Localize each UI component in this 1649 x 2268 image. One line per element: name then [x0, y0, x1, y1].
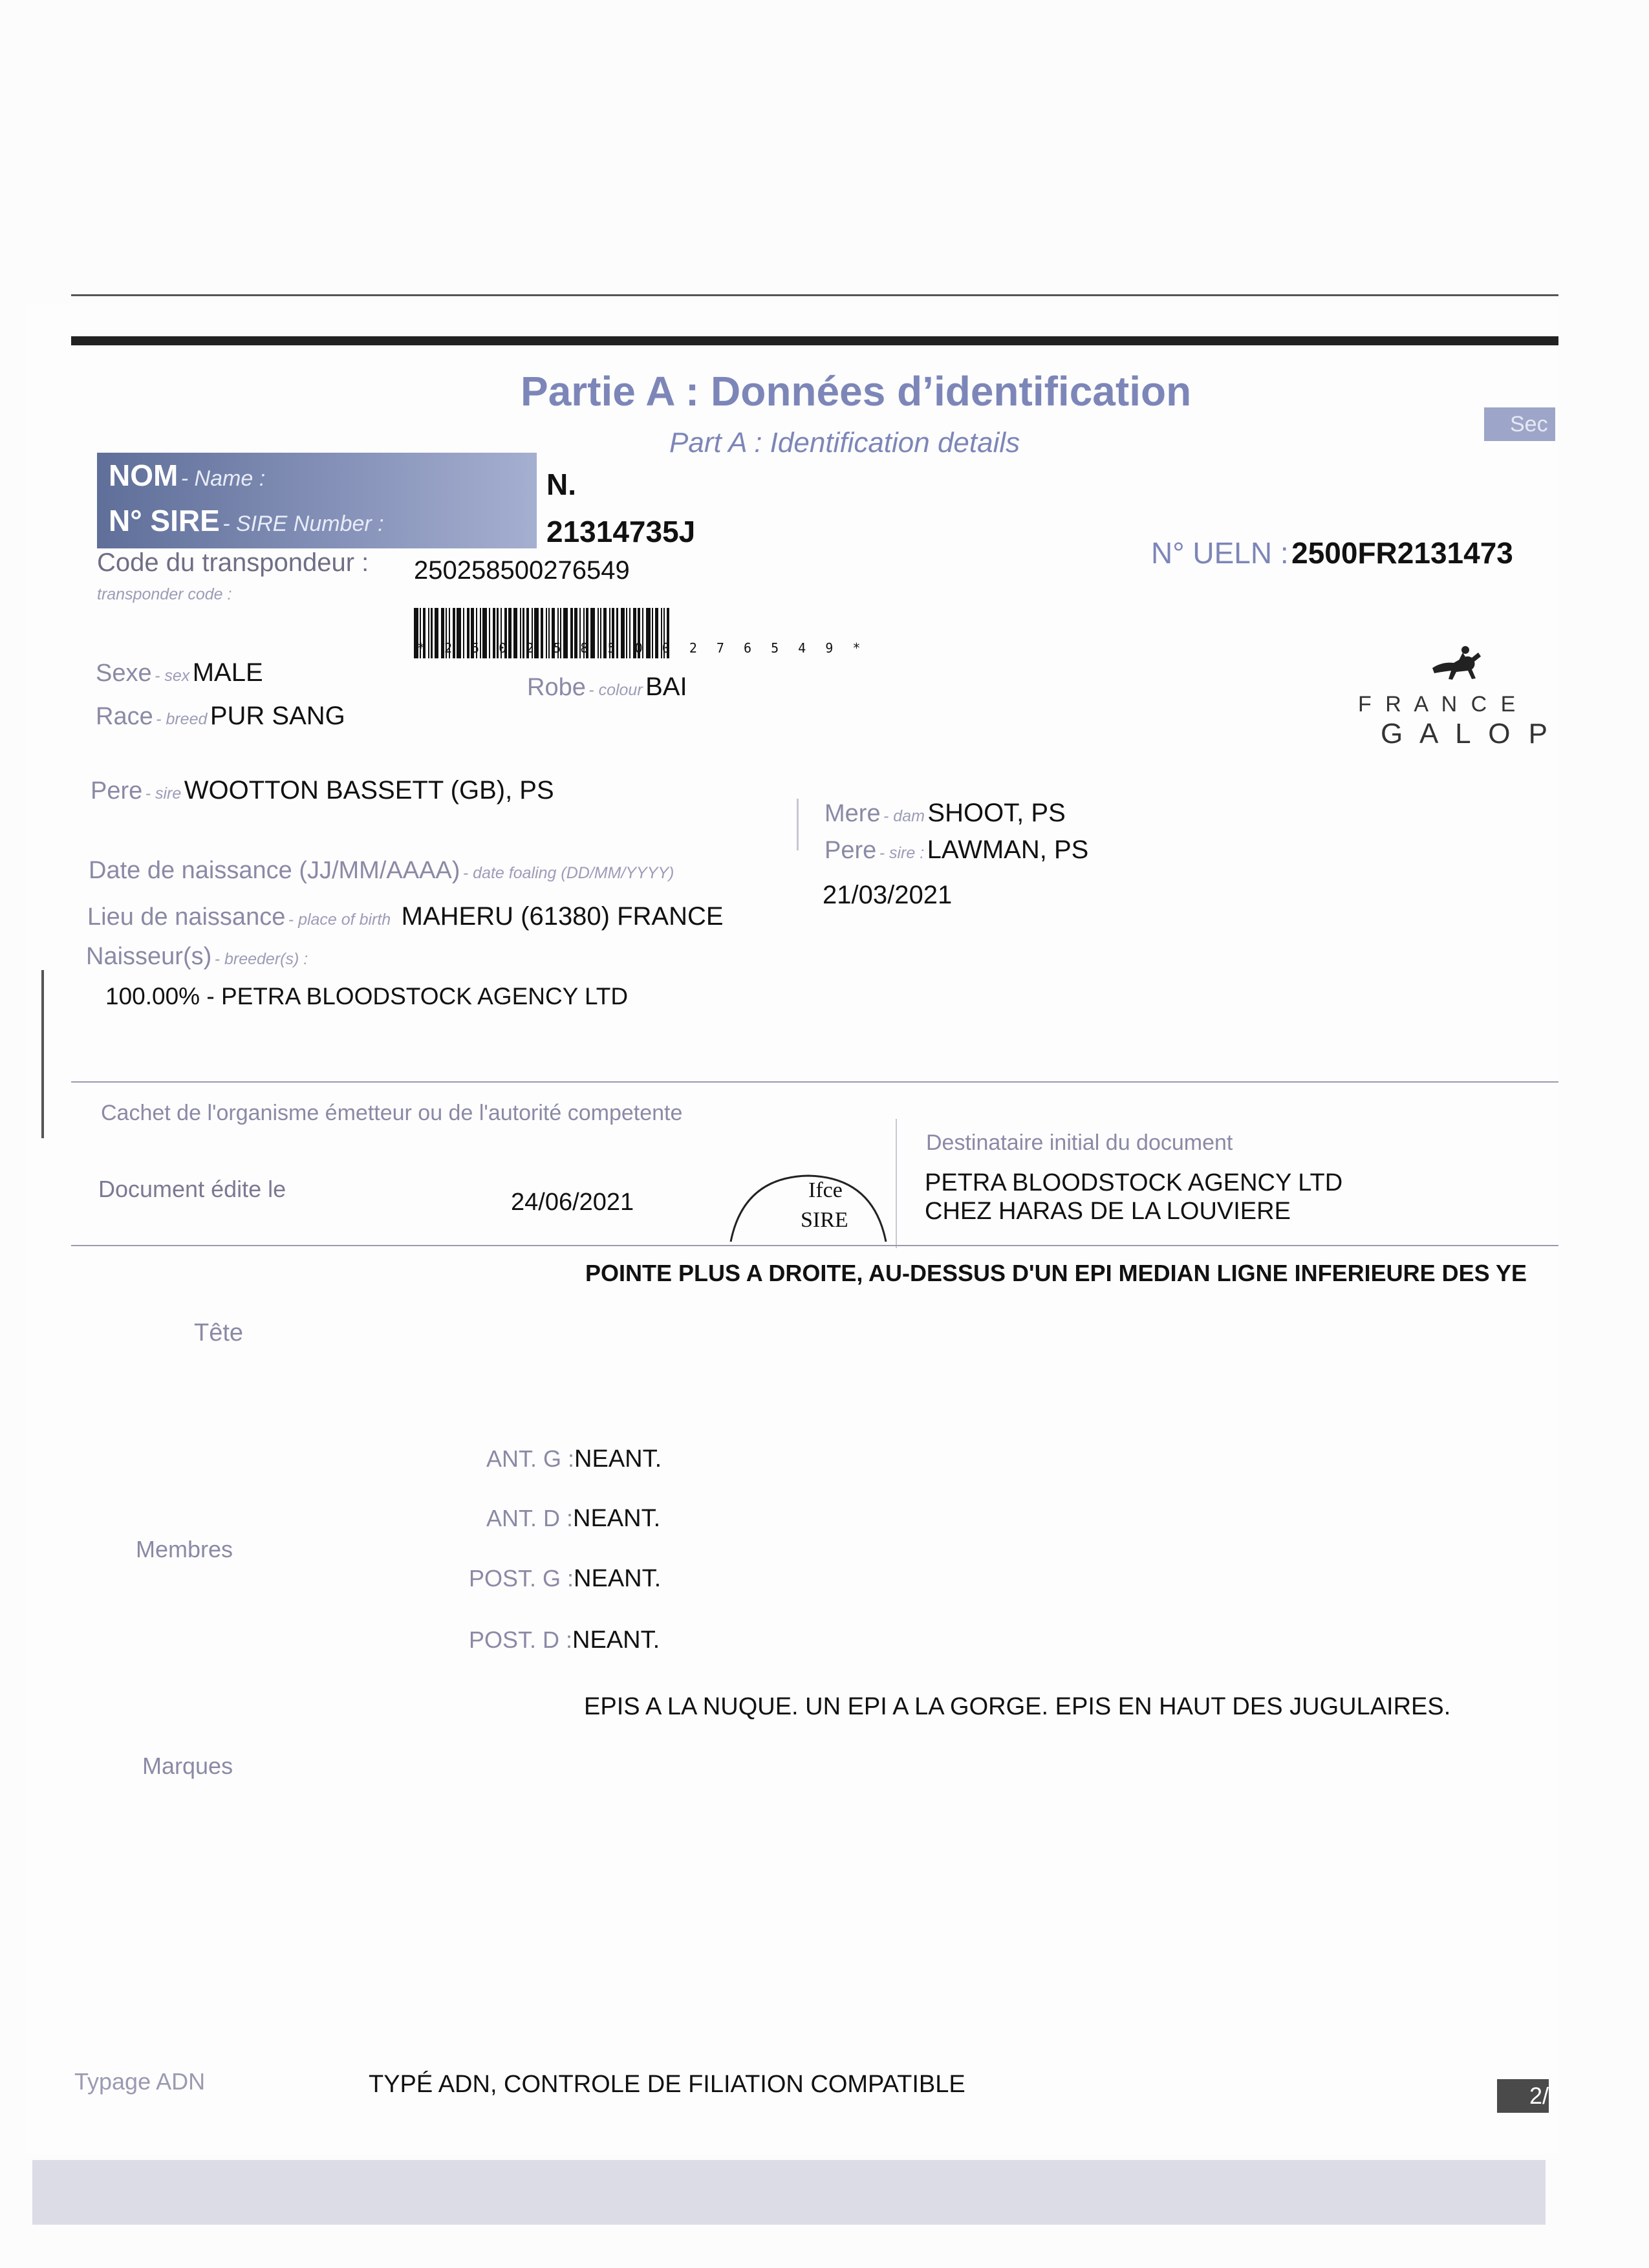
membre-ant-g: ANT. G :NEANT.	[486, 1445, 662, 1473]
horse-jockey-icon	[1429, 643, 1487, 682]
membres-label: Membres	[136, 1536, 233, 1562]
tete-label: Tête	[194, 1319, 244, 1346]
tete-value: POINTE PLUS A DROITE, AU-DESSUS D'UN EPI MEDIAN LIGNE INFERIEURE DES YE	[585, 1260, 1527, 1286]
pere-field: Pere - sire WOOTTON BASSETT (GB), PS	[91, 776, 554, 805]
sire-label: N° SIRE - SIRE Number :	[109, 504, 384, 537]
section-rule-top	[71, 1081, 1558, 1083]
lieu-naissance-field: Lieu de naissance - place of birth MAHERU (61380) FRANCE	[87, 902, 724, 931]
naisseurs-field: Naisseur(s) - breeder(s) :	[86, 943, 308, 970]
page-subtitle: Part A : Identification details	[669, 427, 1020, 459]
transponder-label: Code du transpondeur :	[97, 548, 369, 577]
sire-value: 21314735J	[546, 515, 696, 548]
destinataire-line2: CHEZ HARAS DE LA LOUVIERE	[925, 1198, 1291, 1225]
stamp-line-ifce: Ifce	[808, 1178, 843, 1202]
ueln-value: 2500FR2131473	[1291, 536, 1513, 570]
membre-post-g: POST. G :NEANT.	[469, 1565, 662, 1592]
membre-ant-d: ANT. D :NEANT.	[486, 1505, 661, 1532]
document-edite-value: 24/06/2021	[511, 1189, 634, 1216]
typage-value: TYPÉ ADN, CONTROLE DE FILIATION COMPATIBLE	[369, 2071, 965, 2098]
stamp-line-sire: SIRE	[801, 1208, 848, 1232]
barcode-text: * 2 5 0 2 5 8 5 0 0 2 7 6 5 4 9 *	[417, 640, 867, 656]
mere-field: Mere - dam SHOOT, PS	[824, 799, 1066, 827]
cachet-label: Cachet de l'organisme émetteur ou de l'autorité competente	[101, 1101, 683, 1125]
transponder-label-en: transponder code :	[97, 585, 232, 603]
document-edite-label: Document édite le	[98, 1176, 286, 1202]
logo-line-galop: G A L O P	[1381, 718, 1553, 750]
section-divider-vertical	[896, 1119, 897, 1248]
name-sire-box	[97, 453, 537, 548]
ueln-label: N° UELN :	[1151, 536, 1289, 570]
name-value: N.	[546, 468, 576, 501]
name-label: NOM - Name :	[109, 459, 266, 492]
transponder-value: 250258500276549	[414, 556, 630, 585]
date-naissance-field: Date de naissance (JJ/MM/AAAA) - date foaling (DD/MM/YYYY)	[89, 857, 674, 884]
top-rule-thick	[71, 336, 1558, 345]
section-rule-bottom	[71, 1245, 1558, 1246]
section-tab: Sec	[1484, 407, 1555, 441]
logo-line-france: F R A N C E	[1358, 692, 1520, 717]
destinataire-label: Destinataire initial du document	[926, 1130, 1233, 1155]
naisseurs-value: 100.00% - PETRA BLOODSTOCK AGENCY LTD	[105, 983, 629, 1010]
left-edge	[41, 970, 44, 1138]
marques-value: EPIS A LA NUQUE. UN EPI A LA GORGE. EPIS EN HAUT DES JUGULAIRES.	[584, 1693, 1451, 1720]
membre-post-d: POST. D :NEANT.	[469, 1626, 660, 1654]
pere-de-mere-field: Pere - sire : LAWMAN, PS	[824, 836, 1089, 864]
destinataire-line1: PETRA BLOODSTOCK AGENCY LTD	[925, 1169, 1343, 1196]
pedigree-divider	[797, 799, 799, 850]
top-rule-thin	[71, 294, 1558, 296]
bottom-scan-band	[32, 2160, 1546, 2225]
date-naissance-value: 21/03/2021	[823, 881, 953, 909]
ueln	[1151, 535, 1513, 570]
sexe-field: Sexe - sex MALE	[96, 658, 263, 687]
race-field: Race - breed PUR SANG	[96, 702, 345, 730]
page-title: Partie A : Données d’identification	[521, 368, 1192, 415]
page-number-box: 2/	[1497, 2079, 1549, 2113]
marques-label: Marques	[142, 1753, 233, 1779]
robe-field: Robe - colour BAI	[527, 673, 687, 701]
typage-label: Typage ADN	[74, 2068, 206, 2095]
